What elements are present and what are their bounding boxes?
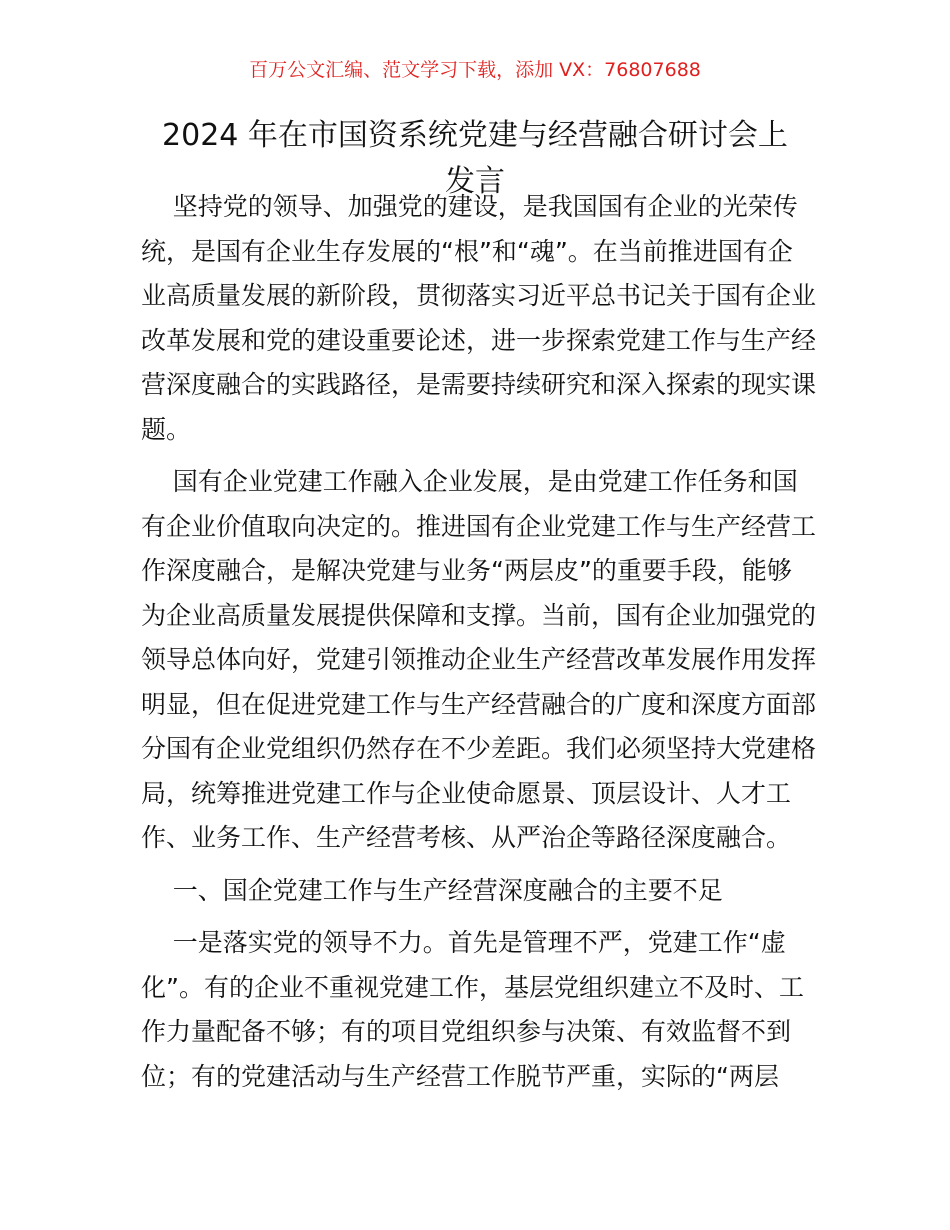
paragraph-line: 作力量配备不够；有的项目党组织参与决策、有效监督不到 xyxy=(141,1017,792,1046)
paragraph-line: 题。 xyxy=(141,414,192,444)
paragraph-line: 作深度融合，是解决党建与业务“两层皮”的重要手段，能够 xyxy=(141,556,792,585)
section-heading xyxy=(141,869,817,914)
paragraph-line: 作、业务工作、生产经营考核、从严治企等路径深度融合。 xyxy=(141,823,792,852)
paragraph-line: 分国有企业党组织仍然存在不少差距。我们必须坚持大党建格 xyxy=(141,734,817,763)
paragraph-line: 国有企业党建工作融入企业发展，是由党建工作任务和国 xyxy=(141,467,798,496)
paragraph xyxy=(141,185,817,452)
title-line-1: 2024 年在市国资系统党建与经营融合研讨会上 xyxy=(162,118,788,153)
paragraph-line: 改革发展和党的建设重要论述，进一步探索党建工作与生产经 xyxy=(141,325,817,355)
paragraph-line: 统，是国有企业生存发展的“根”和“魂”。在当前推进国有企 xyxy=(141,236,793,266)
paragraph xyxy=(141,921,817,1099)
paragraph-line: 一是落实党的领导不力。首先是管理不严，党建工作“虚 xyxy=(141,928,786,957)
paragraph-line: 明显，但在促进党建工作与生产经营融合的广度和深度方面部 xyxy=(141,689,817,719)
paragraph xyxy=(141,460,817,861)
document-body xyxy=(141,185,817,1099)
paragraph-line: 领导总体向好，党建引领推动企业生产经营改革发展作用发挥 xyxy=(141,645,817,674)
paragraph-line: 业高质量发展的新阶段，贯彻落实习近平总书记关于国有企业 xyxy=(141,281,817,310)
paragraph-line: 局，统筹推进党建工作与企业使命愿景、顶层设计、人才工 xyxy=(141,778,792,808)
paragraph-line: 为企业高质量发展提供保障和支撑。当前，国有企业加强党的 xyxy=(141,600,817,630)
paragraph-line: 坚持党的领导、加强党的建设，是我国国有企业的光荣传 xyxy=(141,192,798,221)
header-banner: 百万公文汇编、范文学习下载，添加 VX：76807688 xyxy=(249,59,701,81)
paragraph-line: 营深度融合的实践路径，是需要持续研究和深入探索的现实课 xyxy=(141,370,817,399)
section-heading-line: 一、国企党建工作与生产经营深度融合的主要不足 xyxy=(141,875,723,905)
paragraph-line: 有企业价值取向决定的。推进国有企业党建工作与生产经营工 xyxy=(141,511,817,541)
paragraph-line: 化”。有的企业不重视党建工作，基层党组织建立不及时、工 xyxy=(141,972,804,1002)
paragraph-line: 位；有的党建活动与生产经营工作脱节严重，实际的“两层 xyxy=(141,1061,779,1091)
title-line-2: 发言 xyxy=(445,164,505,199)
